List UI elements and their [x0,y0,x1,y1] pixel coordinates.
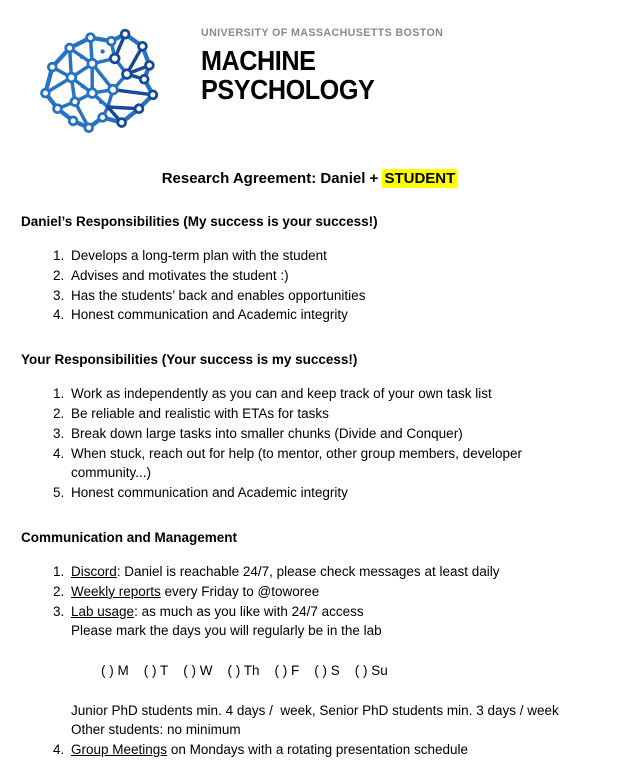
document-title-text: Research Agreement: Daniel + [161,170,383,187]
list-item-weekly-reports [68,582,598,602]
day-checkbox-saturday[interactable]: ( ) S [314,662,340,678]
brain-network-logo-icon [35,24,165,144]
day-checkbox-friday[interactable]: ( ) F [274,662,300,678]
day-checkbox-monday[interactable]: ( ) M [101,662,129,678]
list-item-text: Break down large tasks into smaller chunks (Divide and Conquer) [71,425,463,441]
lab-days-checkbox-row [71,641,598,700]
list-item [68,404,598,424]
list-item-text: Honest communication and Academic integrity [71,307,348,323]
student-highlight: STUDENT [384,170,456,187]
day-checkbox-tuesday[interactable]: ( ) T [143,662,169,678]
list-item-group-meetings [68,740,598,760]
day-checkbox-sunday[interactable]: ( ) Su [354,662,388,678]
section-heading-daniels-responsibilities: Daniel’s Responsibilities (My success is your success!) [21,214,378,229]
list-item-text: Advises and motivates the student :) [71,267,289,283]
day-checkbox-wednesday[interactable]: ( ) W [183,662,213,678]
list-item [68,305,598,325]
lab-usage-text: : as much as you like with 24/7 access [134,603,364,619]
lab-usage-term: Lab usage [71,603,135,619]
list-item-text: Be reliable and realistic with ETAs for tasks [71,405,329,421]
daniels-responsibilities-list [21,246,598,325]
logo-text-block [201,24,451,104]
section-heading-your-responsibilities: Your Responsibilities (Your success is my success!) [21,352,358,368]
university-name: UNIVERSITY OF MASSACHUSETTS BOSTON [201,27,444,39]
list-item-lab-usage [68,602,598,741]
weekly-reports-term: Weekly reports [71,583,161,599]
day-checkbox-thursday[interactable]: ( ) Th [227,662,260,678]
phd-minimums-text: Junior PhD students min. 4 days / week, Senior PhD students min. 3 days / week [71,702,559,718]
list-item [68,246,598,266]
list-item-discord [68,562,598,582]
mark-days-instruction: Please mark the days you will regularly be in the lab [71,623,382,639]
communication-management-list [21,562,598,760]
list-item-text: Develops a long-term plan with the student [71,248,327,263]
lab-usage-line [71,602,598,622]
discord-text: : Daniel is reachable 24/7, please check messages at least daily [116,563,500,579]
list-item [68,424,598,444]
document-title [21,170,598,187]
weekly-reports-text: every Friday to @toworee [160,583,320,599]
list-item-text: Work as independently as you can and keep track of your own task list [71,386,492,402]
other-students-text: Other students: no minimum [71,722,241,738]
list-item [68,483,598,503]
section-heading-communication-management: Communication and Management [21,529,238,545]
list-item-text: Honest communication and Academic integrity [71,485,348,501]
lab-name-line-2: PSYCHOLOGY [201,74,375,105]
list-item [68,384,598,404]
list-item [68,266,598,286]
group-meetings-term: Group Meetings [71,742,168,758]
logo-header [21,0,598,144]
list-item-text: When stuck, reach out for help (to mentor, other group members, developer community...) [71,445,522,481]
list-item [68,286,598,306]
list-item-text: Has the students’ back and enables opportunities [71,287,366,303]
discord-term: Discord [71,563,117,579]
group-meetings-text: on Mondays with a rotating presentation schedule [167,742,468,758]
lab-name-line-1: MACHINE [201,45,316,76]
your-responsibilities-list [21,384,598,503]
list-item [68,444,598,484]
